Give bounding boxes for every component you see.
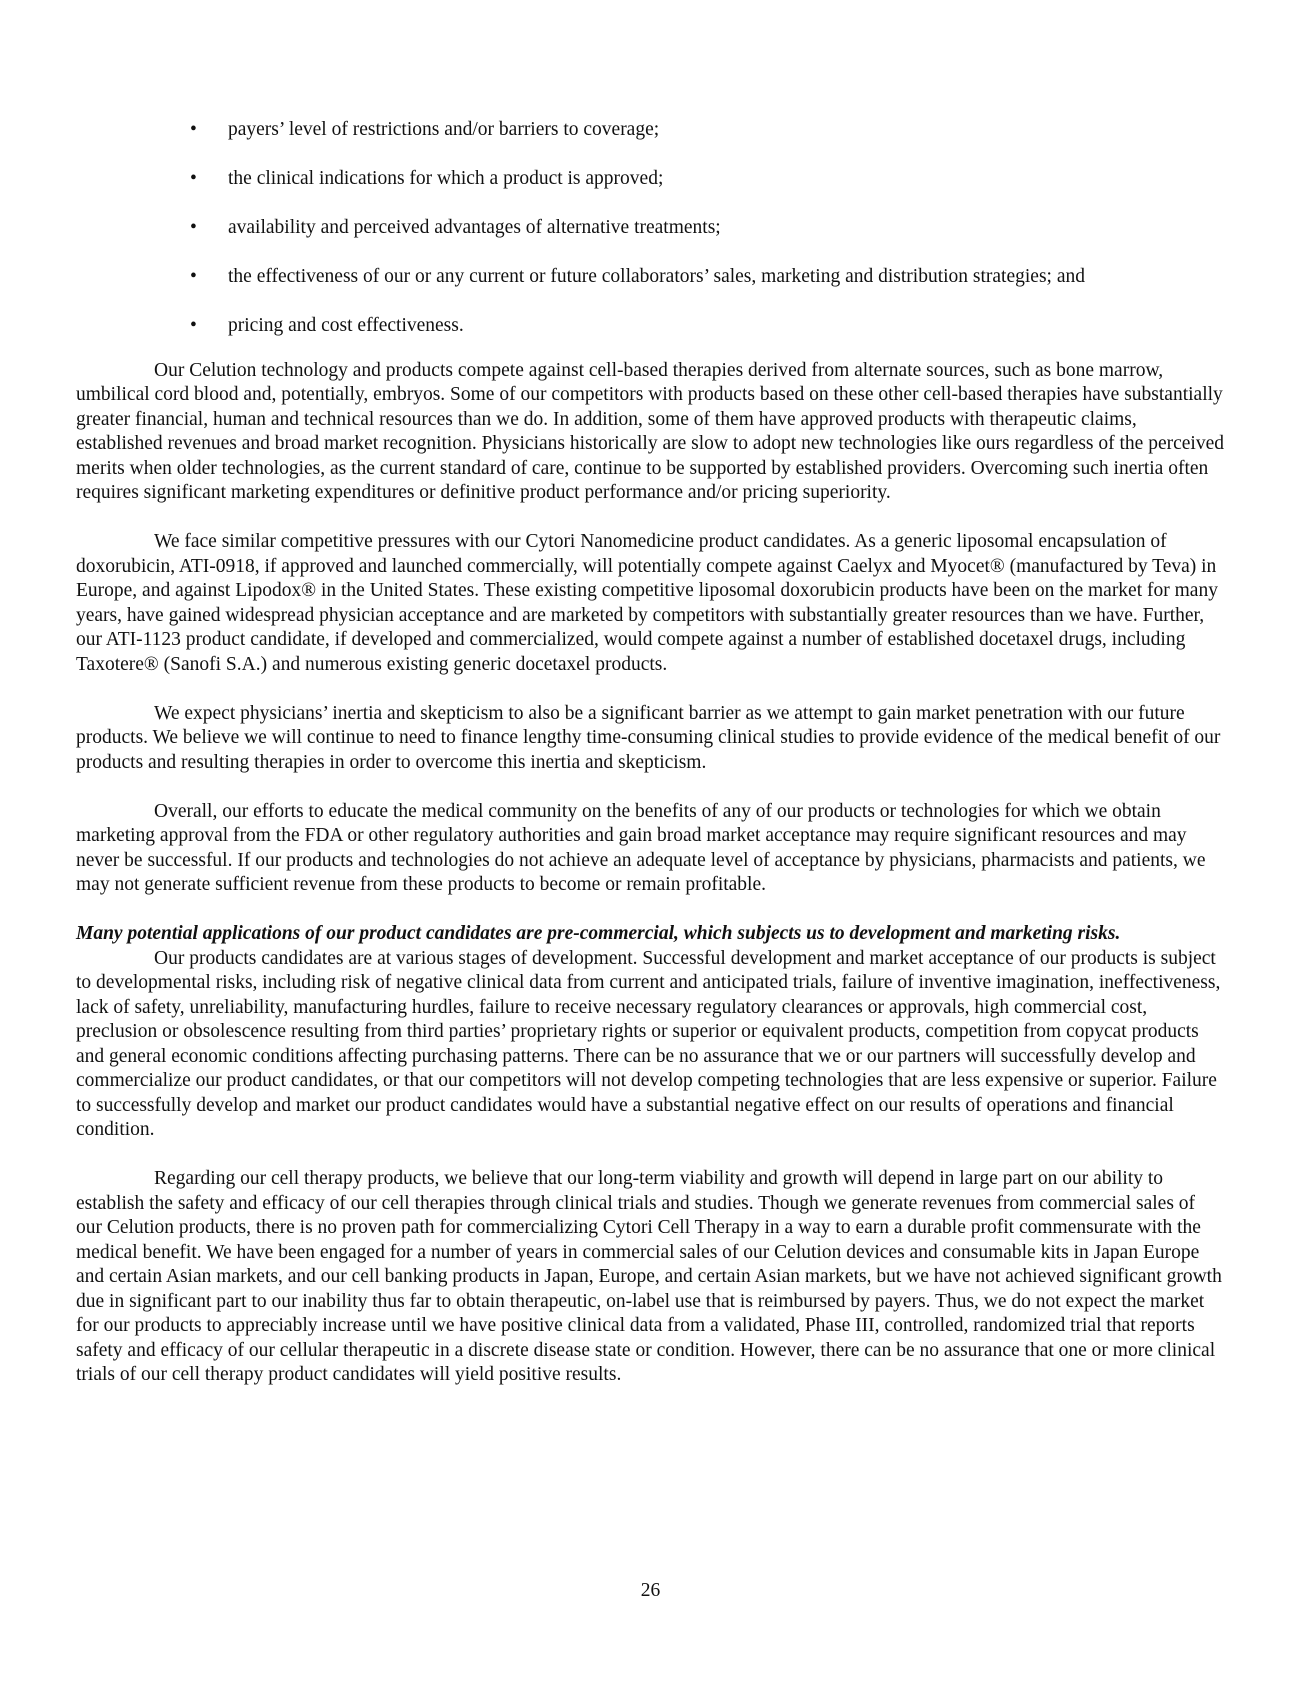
document-page (76, 118, 1224, 1412)
bullet-text: payers’ level of restrictions and/or barriers to coverage; (228, 119, 660, 140)
bullet-item (76, 167, 1224, 192)
bullet-icon: • (190, 217, 197, 238)
bullet-item (76, 314, 1224, 339)
bullet-item (76, 216, 1224, 241)
bullet-text: the clinical indications for which a product is approved; (228, 168, 664, 189)
bullet-text: availability and perceived advantages of alternative treatments; (228, 217, 721, 238)
paragraph-cell-therapy-viability: Regarding our cell therapy products, we believe that our long-term viability and growth will depend in large part on our ability to establish the safety and efficacy of our cell therapies through clinical trials and studies. Though we generate revenues from commercial sales of our Celution products, there is no proven path for commercializing Cytori Cell Therapy in a way to earn a durable profit commensurate with the medical benefit. We have been engaged for a number of years in commercial sales of our Celution devices and consumable kits in Japan Europe and certain Asian markets, and our cell banking products in Japan, Europe, and certain Asian markets, but we have not achieved significant growth due in significant part to our inability thus far to obtain therapeutic, on-label use that is reimbursed by payers. Thus, we do not expect the market for our products to appreciably increase until we have positive clinical data from a validated, Phase III, controlled, randomized trial that reports safety and efficacy of our cellular therapeutic in a discrete disease state or condition. However, there can be no assurance that one or more clinical trials of our cell therapy product candidates will yield positive results. (76, 1168, 1222, 1385)
paragraph-development-risks: Our products candidates are at various stages of development. Successful development and market acceptance of our products is subject to developmental risks, including risk of negative clinical data from current and anticipated trials, failure of inventive imagination, ineffectiveness, lack of safety, unreliability, manufacturing hurdles, failure to receive necessary regulatory clearances or approvals, high commercial cost, preclusion or obsolescence resulting from third parties’ proprietary rights or superior or equivalent products, competition from copycat products and general economic conditions affecting purchasing patterns. There can be no assurance that we or our partners will successfully develop and commercialize our product candidates, or that our competitors will not develop competing technologies that are less expensive or superior. Failure to successfully develop and market our product candidates would have a substantial negative effect on our results of operations and financial condition. (76, 947, 1221, 1140)
paragraph-competition-cell-therapies: Our Celution technology and products compete against cell-based therapies derived from alternate sources, such as bone marrow, umbilical cord blood and, potentially, embryos. Some of our competitors with products based on these other cell-based therapies have substantially greater financial, human and technical resources than we do. In addition, some of them have approved products with therapeutic claims, established revenues and broad market recognition. Physicians historically are slow to adopt new technologies like ours regardless of the perceived merits when older technologies, as the current standard of care, continue to be supported by established providers. Overcoming such inertia often requires significant marketing expenditures or definitive product performance and/or pricing superiority. (76, 359, 1224, 503)
bullet-icon: • (190, 266, 197, 287)
paragraph-nanomedicine-competition: We face similar competitive pressures with our Cytori Nanomedicine product candidates. As a generic liposomal encapsulation of doxorubicin, ATI-0918, if approved and launched commercially, will potentially compete against Caelyx and Myocet® (manufactured by Teva) in Europe, and against Lipodox® in the United States. These existing competitive liposomal doxorubicin products have been on the market for many years, have gained widespread physician acceptance and are marketed by competitors with substantially greater resources than we have. Further, our ATI-1123 product candidate, if developed and commercialized, would compete against a number of established docetaxel drugs, including Taxotere® (Sanofi S.A.) and numerous existing generic docetaxel products. (76, 531, 1218, 675)
bullet-item (76, 265, 1224, 290)
bullet-text: pricing and cost effectiveness. (228, 315, 464, 336)
paragraph-physician-inertia: We expect physicians’ inertia and skepticism to also be a significant barrier as we attempt to gain market penetration with our future products. We believe we will continue to need to finance lengthy time-consuming clinical studies to provide evidence of the medical benefit of our products and resulting therapies in order to overcome this inertia and skepticism. (76, 702, 1221, 773)
bullet-list (76, 118, 1224, 339)
bullet-icon: • (190, 119, 197, 140)
bullet-item (76, 118, 1224, 143)
bullet-icon: • (190, 168, 197, 189)
bullet-text: the effectiveness of our or any current or future collaborators’ sales, marketing and distribution strategies; and (228, 266, 1085, 287)
section-heading: Many potential applications of our product candidates are pre-commercial, which subjects us to development and marketing risks. (76, 923, 1121, 944)
paragraph-education-efforts: Overall, our efforts to educate the medical community on the benefits of any of our products or technologies for which we obtain marketing approval from the FDA or other regulatory authorities and gain broad market acceptance may require significant resources and may never be successful. If our products and technologies do not achieve an adequate level of acceptance by physicians, pharmacists and patients, we may not generate sufficient revenue from these products to become or remain profitable. (76, 800, 1206, 895)
page-number: 26 (640, 1580, 661, 1601)
bullet-icon: • (190, 315, 197, 336)
